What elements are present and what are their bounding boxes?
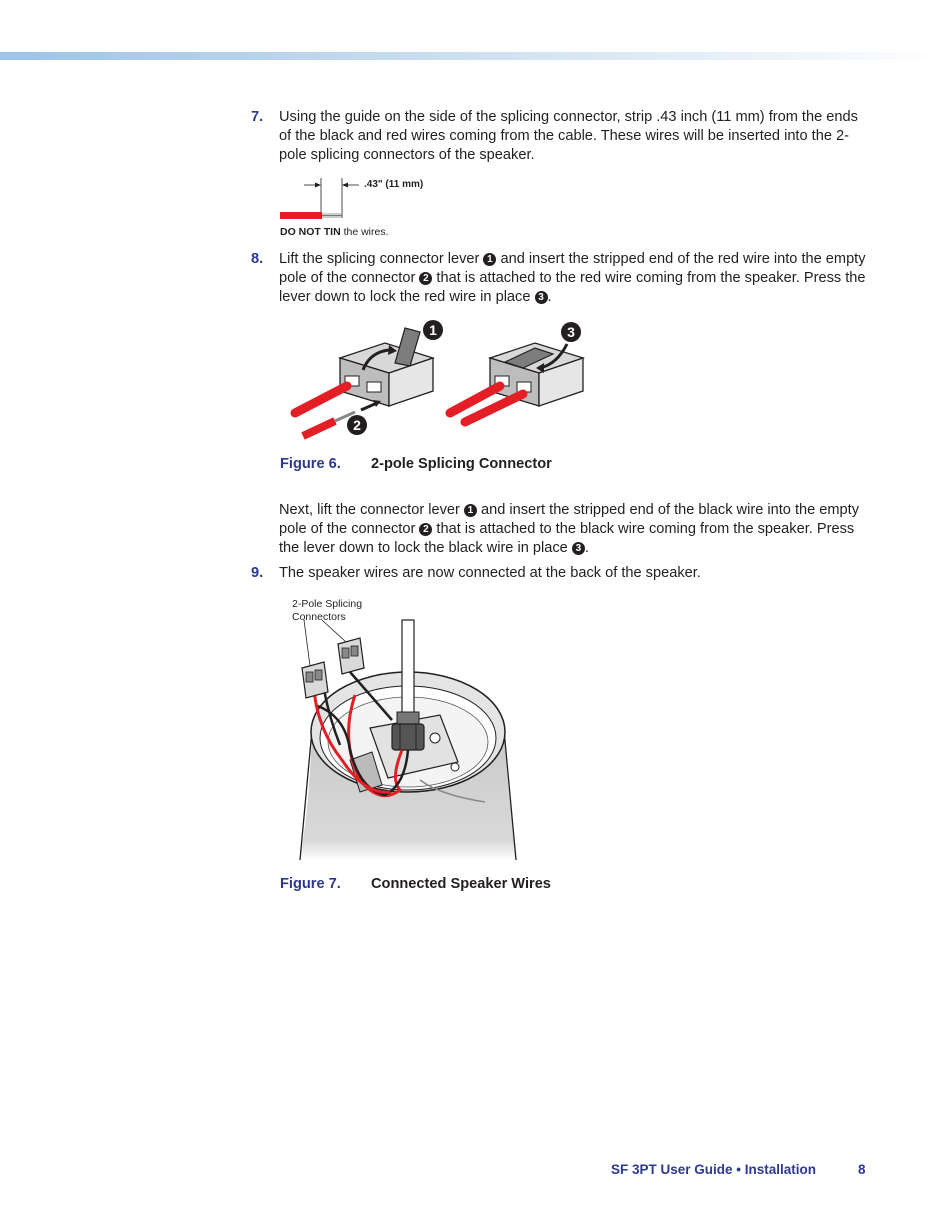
step-number: 8. xyxy=(251,251,264,267)
connector-lower xyxy=(302,662,328,698)
strip-note-rest: the wires. xyxy=(340,226,389,238)
bullet-2: 2 xyxy=(419,272,432,285)
speaker-back-illustration xyxy=(290,620,530,865)
bullet-1: 1 xyxy=(483,253,496,266)
connector-right xyxy=(450,343,583,422)
bullet-3: 3 xyxy=(535,291,548,304)
step-text: Lift the splicing connector lever 1 and insert the stripped end of the red wire into the empty pole of the connector 2 that is attached to the red wire coming from the speaker. Press the lever down to lock the red wire in place 3 . xyxy=(279,251,866,305)
connector-upper xyxy=(338,638,364,674)
connectors-callout-label: 2-Pole Splicing Connectors xyxy=(292,598,363,623)
figure-7-caption xyxy=(280,876,551,892)
footer-title: SF 3PT User Guide • Installation xyxy=(611,1162,817,1177)
callout-3: 3 xyxy=(567,324,575,340)
figure-label: Figure 6. xyxy=(280,456,341,472)
figure-label: Figure 7. xyxy=(280,876,341,892)
step-number: 7. xyxy=(251,109,264,125)
step-text: Next, lift the connector lever 1 and insert the stripped end of the black wire into the empty pole of the connector 2 that is attached to the black wire coming from the speaker. Press the lever down to lock the black wire in place 3 . xyxy=(279,502,860,556)
callout-2: 2 xyxy=(353,417,361,433)
header-gradient-bar xyxy=(0,52,950,60)
bullet-3: 3 xyxy=(572,542,585,555)
bullet-2: 2 xyxy=(419,523,432,536)
step-text: The speaker wires are now connected at the back of the speaker. xyxy=(279,565,701,581)
strip-note xyxy=(280,226,389,238)
bullet-1: 1 xyxy=(464,504,477,517)
page-number: 8 xyxy=(858,1162,866,1177)
step-number: 9. xyxy=(251,565,264,581)
splicing-connector-illustration xyxy=(285,318,595,442)
step-text: Using the guide on the side of the splicing connector, strip .43 inch (11 mm) from the ends of the black and red wires coming from the cable. These wires will be inserted into the 2-pole splicing connectors of the speaker. xyxy=(279,109,858,163)
strip-dimension-label: .43" (11 mm) xyxy=(364,179,424,190)
figure-title: Connected Speaker Wires xyxy=(371,876,551,892)
figure-title: 2-pole Splicing Connector xyxy=(371,456,552,472)
figure-6-caption xyxy=(280,456,552,472)
callout-1: 1 xyxy=(429,322,437,338)
strip-note-bold: DO NOT TIN xyxy=(280,226,341,238)
